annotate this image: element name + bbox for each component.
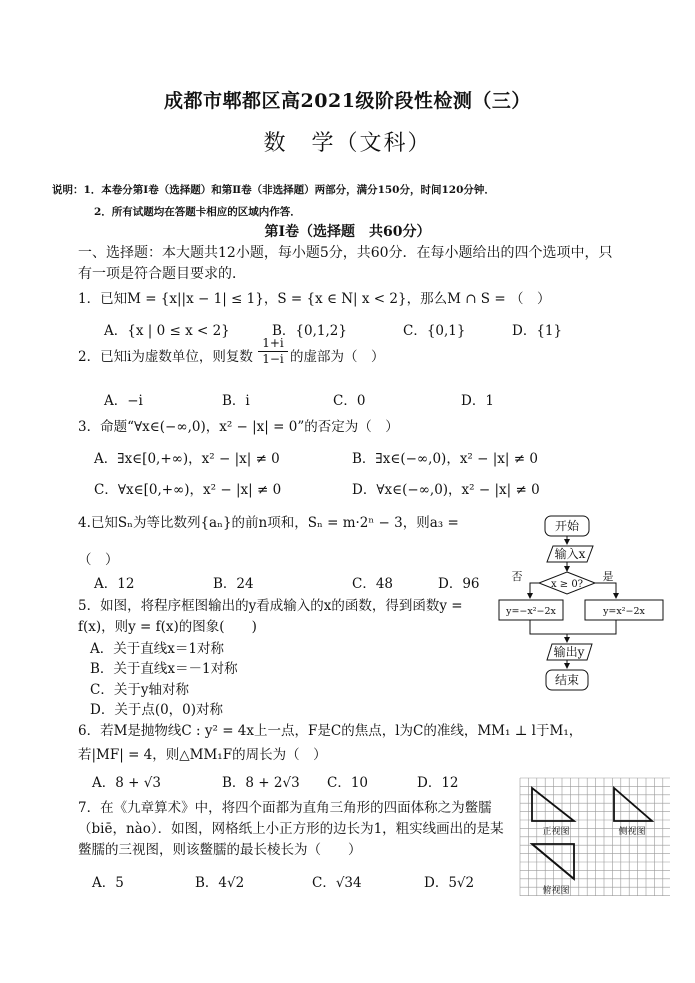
question-2-option-a: A．−i bbox=[104, 393, 143, 409]
question-3-option-c: C．∀x∈[0,+∞)，x² − |x| ≠ 0 bbox=[94, 482, 282, 498]
question-3-option-a: A．∃x∈[0,+∞)，x² − |x| ≠ 0 bbox=[94, 451, 280, 467]
question-7-option-a: A．5 bbox=[92, 875, 124, 891]
front-view-shape bbox=[532, 788, 574, 821]
question-4-option-b: B．24 bbox=[213, 576, 254, 592]
question-1-option-a: A．{x | 0 ≤ x < 2} bbox=[104, 323, 230, 339]
flowchart-condition-label: x ≥ 0? bbox=[550, 579, 584, 590]
question-5-option-d: D．关于点(0，0)对称 bbox=[90, 702, 224, 718]
question-5-stem-2: f(x)，则y = f(x)的图象( ) bbox=[78, 619, 257, 635]
question-2-option-c: C．0 bbox=[333, 393, 366, 409]
flowchart-start-label: 开始 bbox=[554, 519, 580, 533]
question-1-option-d: D．{1} bbox=[512, 323, 563, 339]
question-2-stem-b: 的虚部为（ ） bbox=[290, 349, 385, 365]
question-5-option-c: C．关于y轴对称 bbox=[90, 682, 189, 698]
question-5-option-b: B．关于直线x＝－1对称 bbox=[90, 661, 238, 677]
question-7-stem-2: （biē，nào）．如图，网格纸上小正方形的边长为1，粗实线画出的是某 bbox=[78, 821, 504, 837]
question-4-option-d: D．96 bbox=[438, 576, 480, 592]
question-6-option-d: D．12 bbox=[417, 775, 459, 791]
question-6-option-b: B．8 + 2√3 bbox=[222, 775, 300, 791]
flowchart-no-label: 否 bbox=[511, 570, 523, 583]
section-instruction-1: 一、选择题：本大题共12小题，每小题5分，共60分．在每小题给出的四个选项中，只 bbox=[78, 245, 613, 261]
question-3-option-b: B．∃x∈(−∞,0)，x² − |x| ≠ 0 bbox=[352, 451, 538, 467]
question-2-stem-a: 2．已知i为虚数单位，则复数 bbox=[78, 349, 253, 365]
section-instruction-2: 有一项是符合题目要求的． bbox=[78, 266, 246, 282]
exam-title: 成都市郫都区高2021级阶段性检测（三） bbox=[164, 90, 531, 112]
top-view-label: 俯视图 bbox=[542, 886, 570, 896]
question-4-option-a: A．12 bbox=[94, 576, 135, 592]
fraction-numerator: 1+i bbox=[258, 336, 288, 352]
question-1-option-b: B．{0,1,2} bbox=[272, 323, 347, 339]
question-7-option-b: B．4√2 bbox=[195, 875, 245, 891]
question-2-fraction bbox=[258, 336, 288, 367]
question-4-blank: （ ） bbox=[78, 552, 119, 568]
flowchart-figure bbox=[495, 512, 675, 697]
question-1-stem: 1．已知M = {x||x − 1| ≤ 1}，S = {x ∈ N| x < 2}，那么M ∩ S = （ ） bbox=[78, 291, 551, 307]
question-4-stem: 4.已知Sₙ为等比数列{aₙ}的前n项和，Sₙ = m·2ⁿ − 3，则a₃ = bbox=[78, 515, 459, 531]
question-1-option-c: C．{0,1} bbox=[403, 323, 466, 339]
flowchart-right-label: y=x²−2x bbox=[603, 606, 645, 617]
fraction-denominator: 1−i bbox=[262, 352, 284, 366]
question-5-option-a: A．关于直线x＝1对称 bbox=[90, 641, 224, 657]
flowchart-input-label: 输入x bbox=[554, 547, 586, 561]
flowchart-output-label: 输出y bbox=[553, 645, 585, 659]
exam-subject: 数 学（文科） bbox=[263, 131, 432, 156]
question-6-stem-1: 6．若M是抛物线C : y² = 4x上一点，F是C的焦点，l为C的准线，MM₁ ⊥ l于M₁， bbox=[78, 723, 583, 739]
three-views-figure bbox=[518, 776, 674, 900]
question-6-option-c: C．10 bbox=[327, 775, 369, 791]
question-2-option-b: B．i bbox=[222, 393, 250, 409]
question-7-option-d: D．5√2 bbox=[424, 875, 475, 891]
question-6-option-a: A．8 + √3 bbox=[92, 775, 161, 791]
section-title: 第Ⅰ卷（选择题 共60分） bbox=[264, 224, 431, 240]
note-line-2: 2．所有试题均在答题卡相应的区域内作答． bbox=[94, 206, 301, 218]
question-3-stem: 3．命题“∀x∈(−∞,0)，x² − |x| = 0”的否定为（ ） bbox=[78, 419, 399, 435]
question-5-stem-1: 5．如图，将程序框图输出的y看成输入的x的函数，得到函数y = bbox=[78, 598, 463, 614]
question-4-option-c: C．48 bbox=[352, 576, 394, 592]
flowchart-end-label: 结束 bbox=[554, 673, 580, 687]
question-3-option-d: D．∀x∈(−∞,0)，x² − |x| ≠ 0 bbox=[352, 482, 540, 498]
front-view-label: 正视图 bbox=[542, 827, 570, 837]
question-7-stem-3: 鳖臑的三视图，则该鳖臑的最长棱长为（ ） bbox=[78, 842, 362, 858]
question-7-stem-1: 7．在《九章算术》中，将四个面都为直角三角形的四面体称之为鳖臑 bbox=[78, 800, 492, 816]
side-view-label: 侧视图 bbox=[618, 827, 646, 837]
question-6-stem-2: 若|MF| = 4，则△MM₁F的周长为（ ） bbox=[78, 747, 327, 763]
flowchart-yes-label: 是 bbox=[602, 570, 614, 583]
note-line-1: 说明：1．本卷分第Ⅰ卷（选择题）和第Ⅱ卷（非选择题）两部分，满分150分，时间120分钟． bbox=[52, 184, 495, 196]
flowchart-left-label: y=−x²−2x bbox=[506, 606, 556, 617]
question-2-option-d: D．1 bbox=[461, 393, 494, 409]
question-7-option-c: C．√34 bbox=[312, 875, 362, 891]
